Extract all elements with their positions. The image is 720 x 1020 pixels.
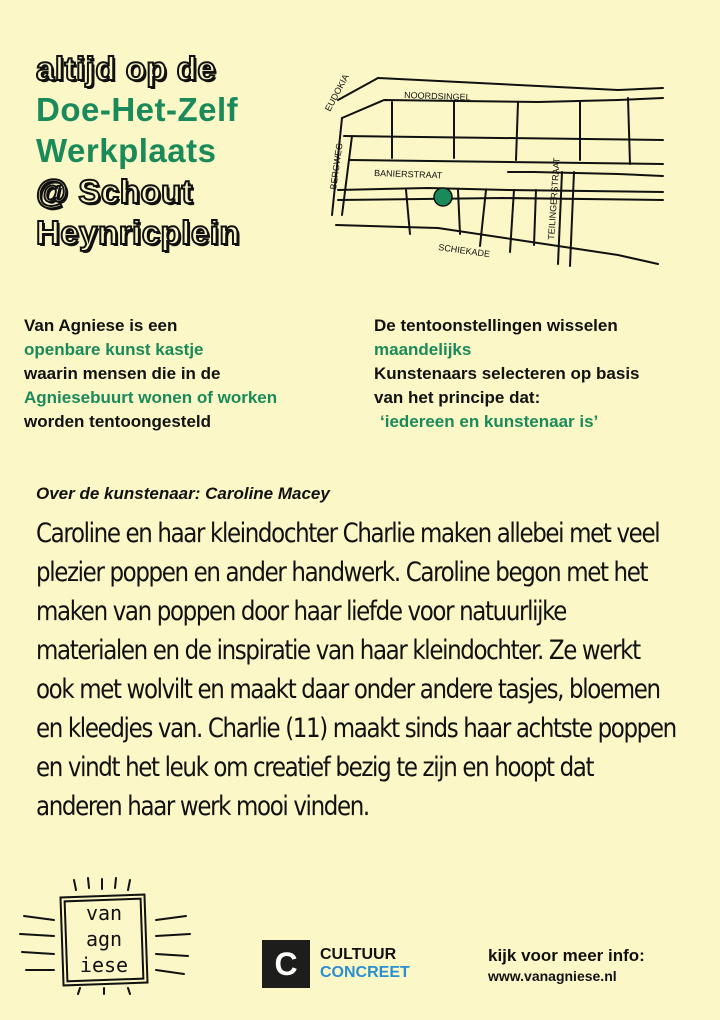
cultuur-concreet-logo <box>262 940 410 988</box>
title-line-3: Werkplaats <box>36 132 217 169</box>
info-left-line-5: worden tentoongesteld <box>24 412 211 431</box>
logo-text-iese: iese <box>79 953 129 977</box>
cultuur-concreet-icon: C <box>262 940 310 988</box>
about-line: anderen haar werk mooi vinden. <box>36 791 369 822</box>
street-label-eudokia: EUDOKIA <box>322 72 351 113</box>
more-info-label: kijk voor meer info: <box>488 946 645 965</box>
more-info <box>488 946 645 986</box>
info-left-line-1: Van Agniese is een <box>24 316 178 335</box>
van-agniese-logo <box>10 876 200 996</box>
info-right-block <box>374 314 640 434</box>
cultuur-label: CULTUUR <box>320 946 397 963</box>
about-line: Caroline en haar kleindochter Charlie maken allebei met veel <box>36 518 660 549</box>
street-label-noordsingel: NOORDSINGEL <box>403 90 471 103</box>
about-artist-text <box>36 514 696 826</box>
info-right-line-3: Kunstenaars selecteren op basis <box>374 364 640 383</box>
about-artist-label: Over de kunstenaar: Caroline Macey <box>36 484 330 503</box>
street-label-schiekade: SCHIEKADE <box>437 242 491 260</box>
info-left-line-2: openbare kunst kastje <box>24 340 204 359</box>
about-line: en vindt het leuk om creatief bezig te zijn en hoopt dat <box>36 752 594 783</box>
about-line: maken van poppen door haar liefde voor natuurlijke <box>36 596 567 627</box>
about-line: materialen en de inspiratie van haar kleindochter. Ze werkt <box>36 635 640 666</box>
street-label-bergweg: BERGWEG <box>328 142 345 191</box>
info-right-line-5: ‘iedereen en kunstenaar is’ <box>380 412 599 431</box>
info-left-line-4: Agniesebuurt wonen of worken <box>24 388 278 407</box>
title-line-2: Doe-Het-Zelf <box>36 91 239 128</box>
poster-title <box>36 48 326 253</box>
title-line-1: altijd op de <box>36 50 217 87</box>
street-label-teilingerstraat: TEILINGERSTRAAT <box>546 157 562 241</box>
info-left-line-3: waarin mensen die in de <box>24 364 221 383</box>
title-line-4: @ Schout <box>36 173 194 210</box>
info-right-line-4: van het principe dat: <box>374 388 541 407</box>
location-marker <box>434 188 452 206</box>
info-right-line-2: maandelijks <box>374 340 472 359</box>
about-line: plezier poppen en ander handwerk. Caroline begon met het <box>36 557 648 588</box>
about-line: ook met wolvilt en maakt daar onder andere tasjes, bloemen <box>36 674 660 705</box>
info-right-line-1: De tentoonstellingen wisselen <box>374 316 618 335</box>
website-link[interactable]: www.vanagniese.nl <box>488 968 617 984</box>
street-map <box>318 40 668 280</box>
logo-text-van: van <box>85 901 123 925</box>
street-label-banierstraat: BANIERSTRAAT <box>373 168 443 181</box>
logo-text-agn: agn <box>85 927 123 951</box>
info-left-block <box>24 314 277 434</box>
about-line: en kleedjes van. Charlie (11) maakt sinds haar achtste poppen <box>36 713 676 744</box>
title-line-5: Heynricplein <box>36 214 241 251</box>
concreet-label: CONCREET <box>320 964 410 981</box>
